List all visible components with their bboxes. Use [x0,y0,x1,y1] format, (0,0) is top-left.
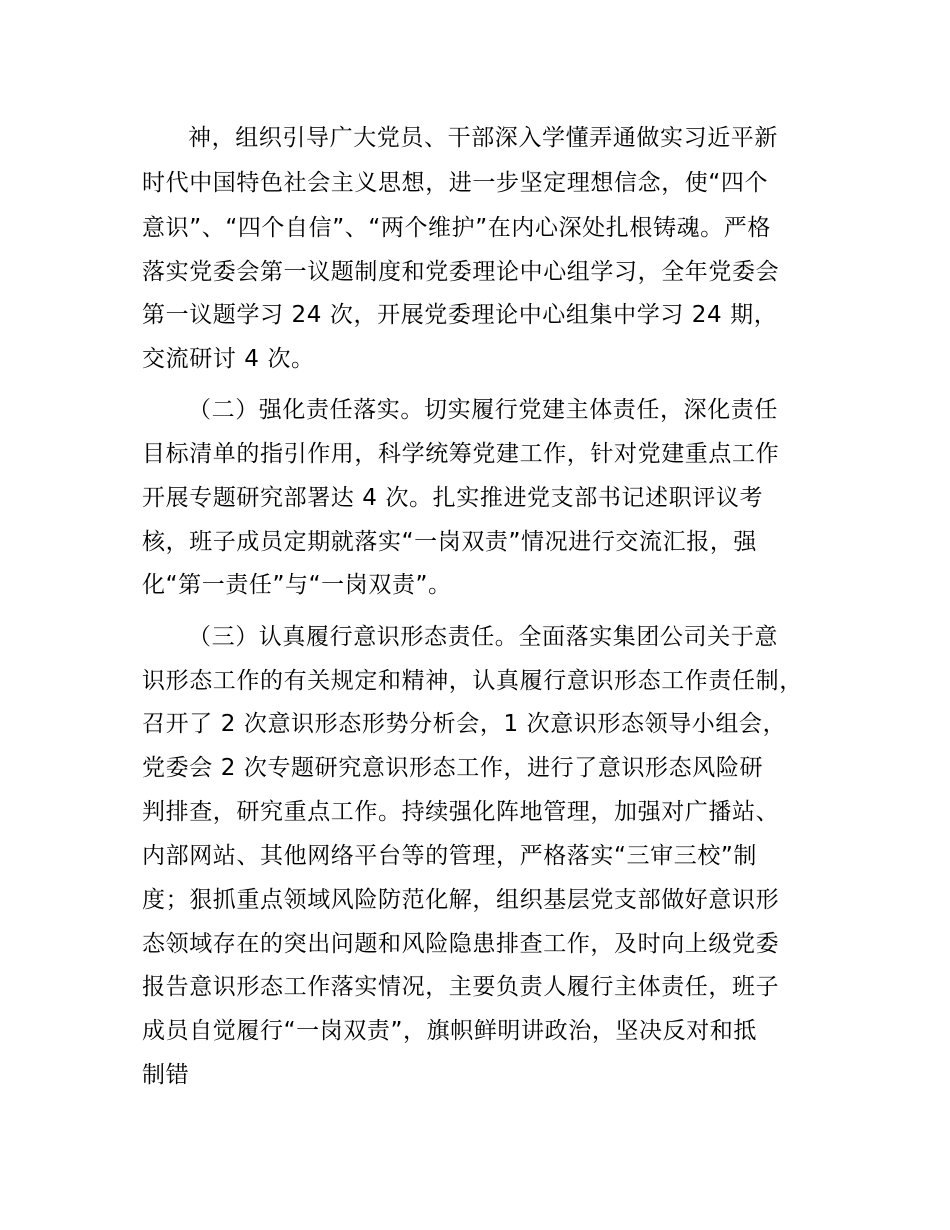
text-line: 成员自觉履行“一岗双责”，旗帜鲜明讲政治，坚决反对和抵 [142,1018,758,1044]
text-line: 判排查，研究重点工作。持续强化阵地管理，加强对广播站、 [142,799,780,825]
section-heading-line: （三）认真履行意识形态责任。全面落实集团公司关于意 [188,624,778,650]
text-line: 党委会 2 次专题研究意识形态工作，进行了意识形态风险研 [142,755,764,781]
text-line: 报告意识形态工作落实情况，主要负责人履行主体责任，班子 [142,974,780,1000]
text-line: 度；狠抓重点领域风险防范化解，组织基层党支部做好意识形 [142,887,780,913]
text-line: 交流研讨 4 次。 [142,346,315,372]
text-line: 化“第一责任”与“一岗双责”。 [142,572,452,598]
text-line: 神，组织引导广大党员、干部深入学懂弄通做实习近平新 [188,125,778,151]
text-line: 核，班子成员定期就落实“一岗双责”情况进行交流汇报，强 [142,529,758,555]
text-line: 态领域存在的突出问题和风险隐患排查工作，及时向上级党委 [142,931,780,957]
text-line: 开展专题研究部署达 4 次。扎实推进党支部书记述职评议考 [142,485,764,511]
text-line: 时代中国特色社会主义思想，进一步坚定理想信念，使“四个 [142,170,769,196]
text-line: 内部网站、其他网络平台等的管理，严格落实“三审三校”制 [142,843,758,869]
text-line: 落实党委会第一议题制度和党委理论中心组学习，全年党委会 [142,259,780,285]
text-line: 意识”、“四个自信”、“两个维护”在内心深处扎根铸魂。严格 [142,215,771,241]
text-line: 目标清单的指引作用，科学统筹党建工作，针对党建重点工作 [142,441,780,467]
text-line: 第一议题学习 24 次，开展党委理论中心组集中学习 24 期， [142,302,778,328]
text-line: 召开了 2 次意识形态形势分析会，1 次意识形态领导小组会， [142,711,787,737]
text-line: 识形态工作的有关规定和精神，认真履行意识形态工作责任制， [142,668,803,694]
section-heading-line: （二）强化责任落实。切实履行党建主体责任，深化责任 [188,397,778,423]
text-line: 制错 [142,1062,190,1088]
